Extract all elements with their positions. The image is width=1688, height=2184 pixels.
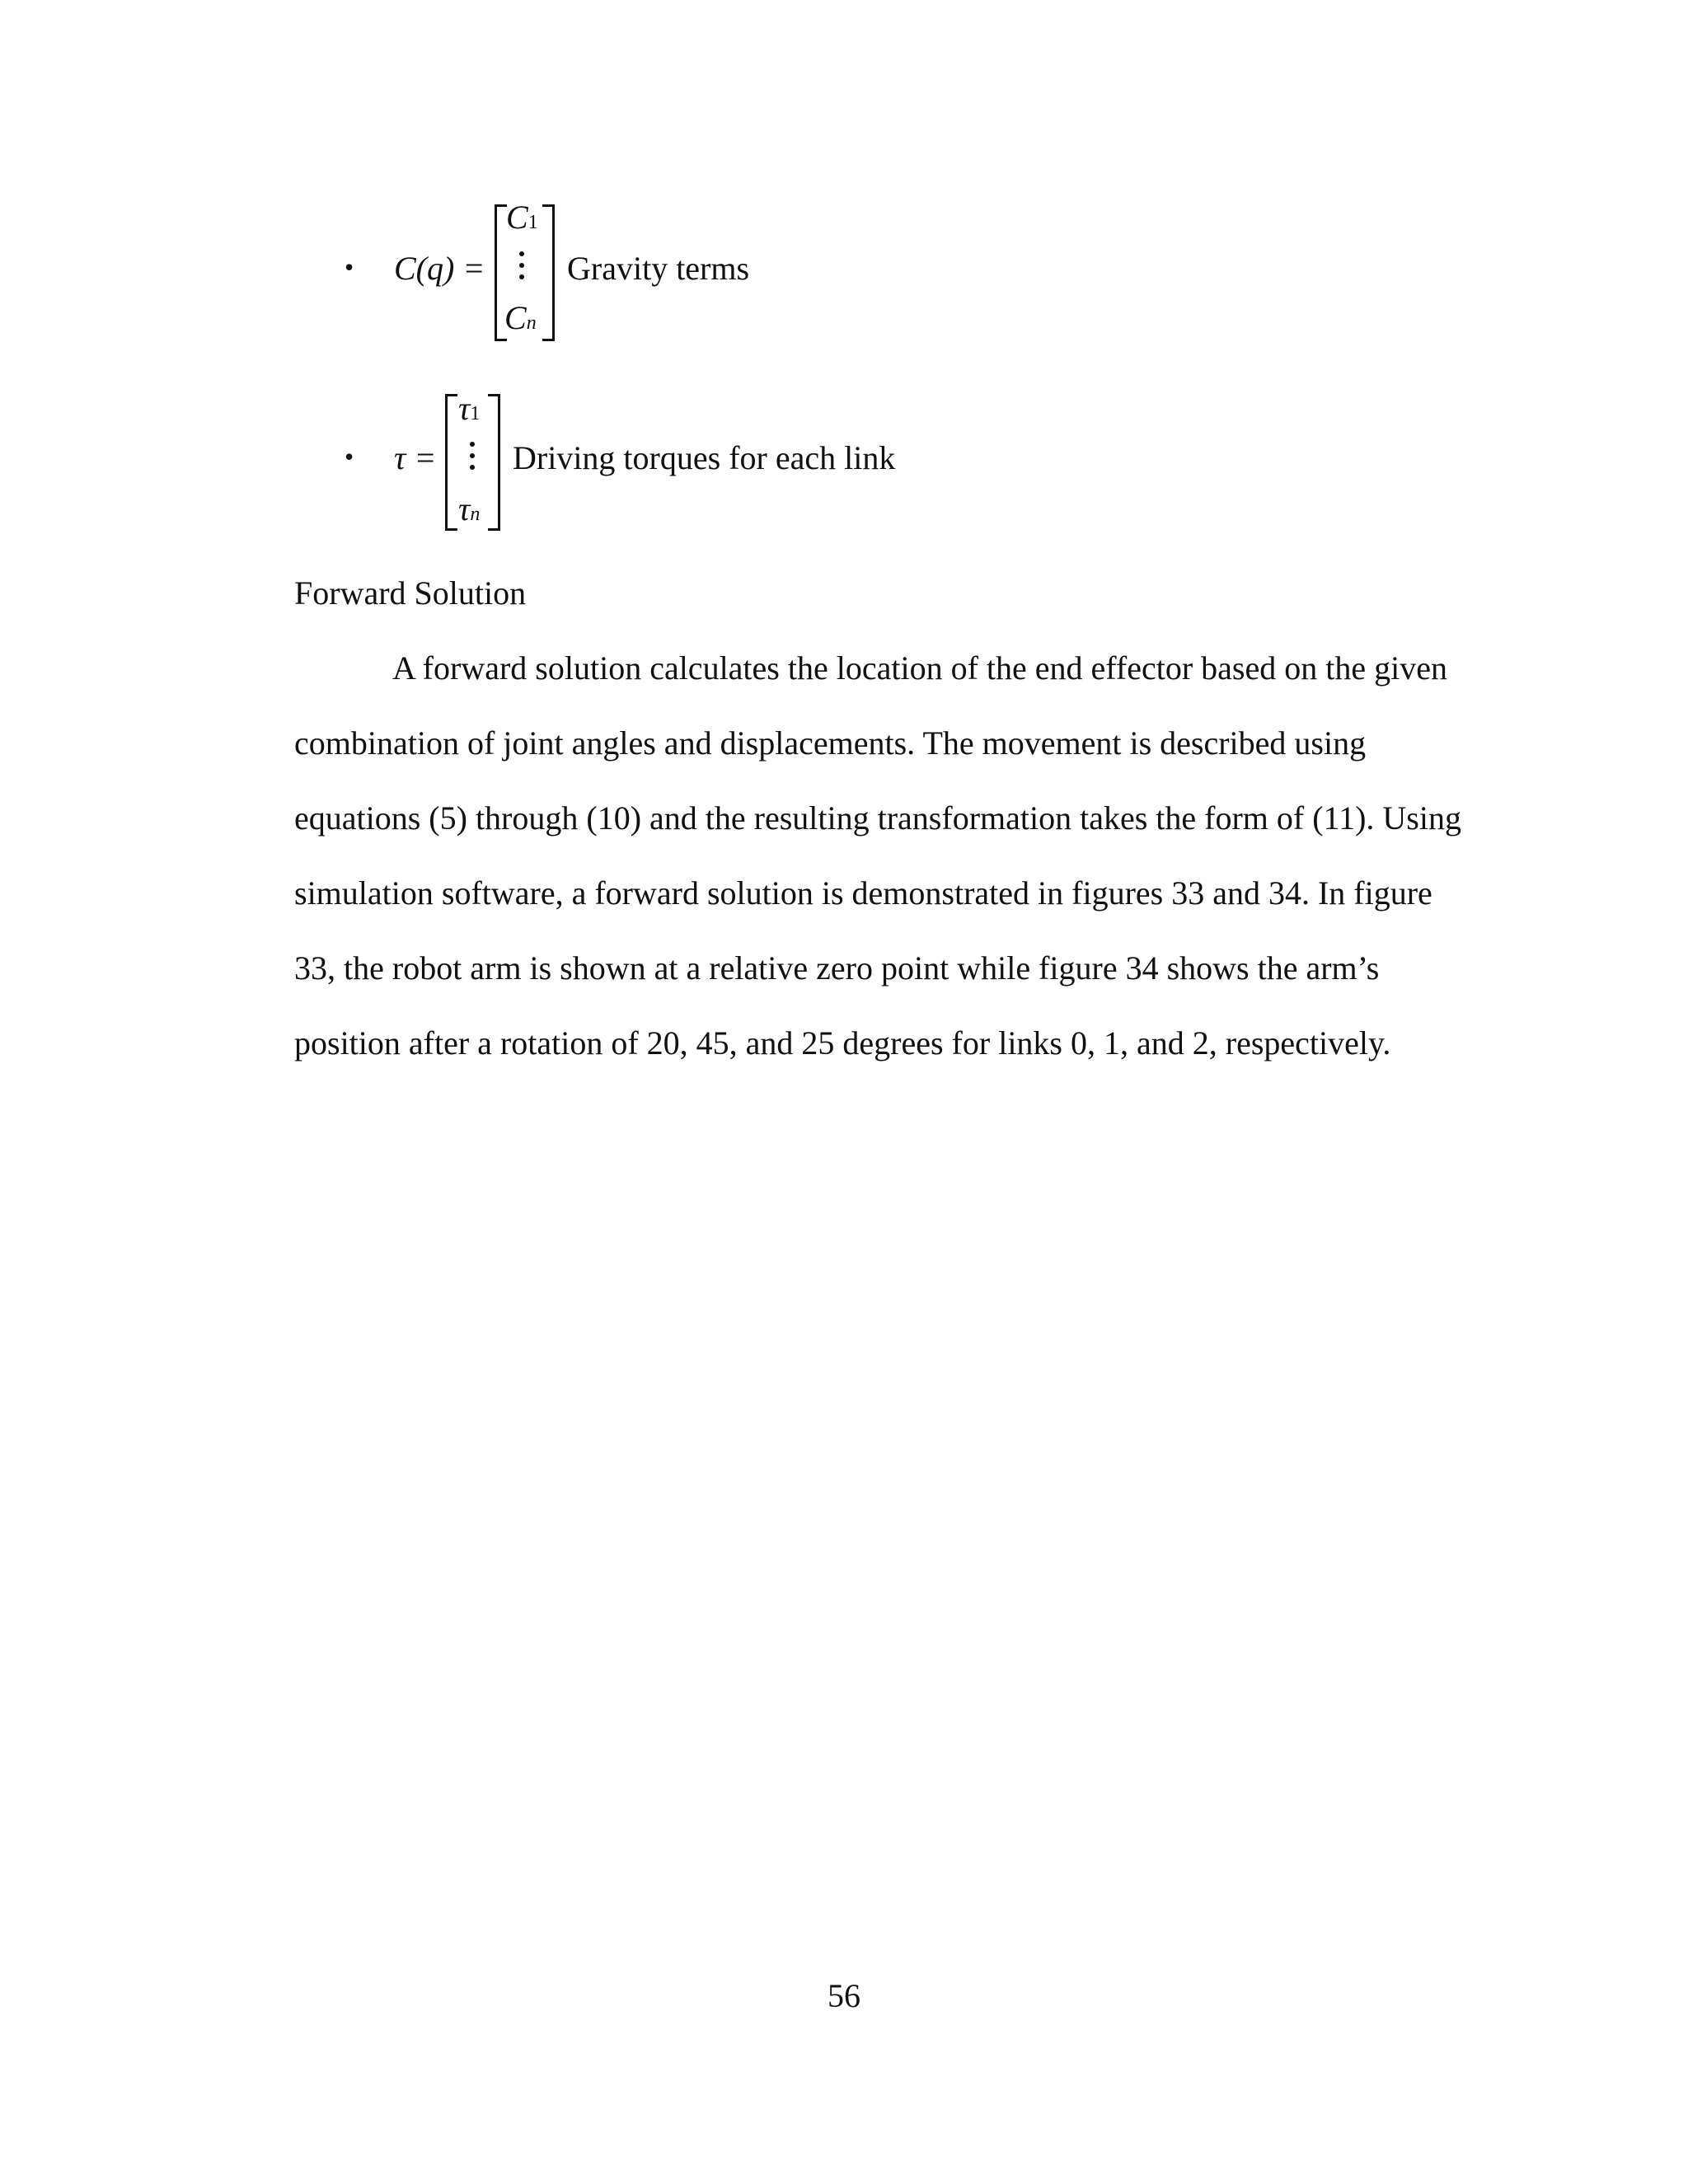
vector-top-entry: τ1 — [458, 390, 481, 427]
paragraph-line: combination of joint angles and displacements. The movement is described using — [294, 724, 1367, 762]
vector-bottom-entry: τn — [458, 490, 481, 527]
equation-label-gravity: Gravity terms — [567, 250, 750, 287]
vector-bottom-entry: Cn — [504, 299, 537, 336]
page-number: 56 — [828, 1977, 860, 2014]
vector-top-entry: C1 — [506, 199, 538, 236]
matrix-right-bracket — [488, 394, 500, 531]
vertical-ellipsis — [519, 251, 524, 286]
matrix-right-bracket — [542, 204, 555, 341]
paragraph-line: position after a rotation of 20, 45, and 25 degrees for links 0, 1, and 2, respectively. — [294, 1024, 1391, 1062]
paragraph-line: equations (5) through (10) and the resulting transformation takes the form of (11). Using — [294, 799, 1461, 837]
section-heading: Forward Solution — [294, 574, 527, 612]
bullet-marker: • — [345, 442, 354, 471]
vertical-ellipsis — [470, 442, 475, 476]
equation-lhs-cq: C(q) = — [394, 250, 485, 287]
paragraph-line: 33, the robot arm is shown at a relative zero point while figure 34 shows the arm’s — [294, 949, 1380, 987]
paragraph-line: simulation software, a forward solution is demonstrated in figures 33 and 34. In figure — [294, 874, 1432, 912]
equation-lhs-tau: τ = — [394, 439, 437, 476]
paragraph-line: A forward solution calculates the location of the end effector based on the given — [392, 649, 1447, 687]
bullet-marker: • — [345, 252, 354, 282]
equation-label-driving-torques: Driving torques for each link — [513, 439, 896, 476]
matrix-left-bracket — [445, 394, 457, 531]
